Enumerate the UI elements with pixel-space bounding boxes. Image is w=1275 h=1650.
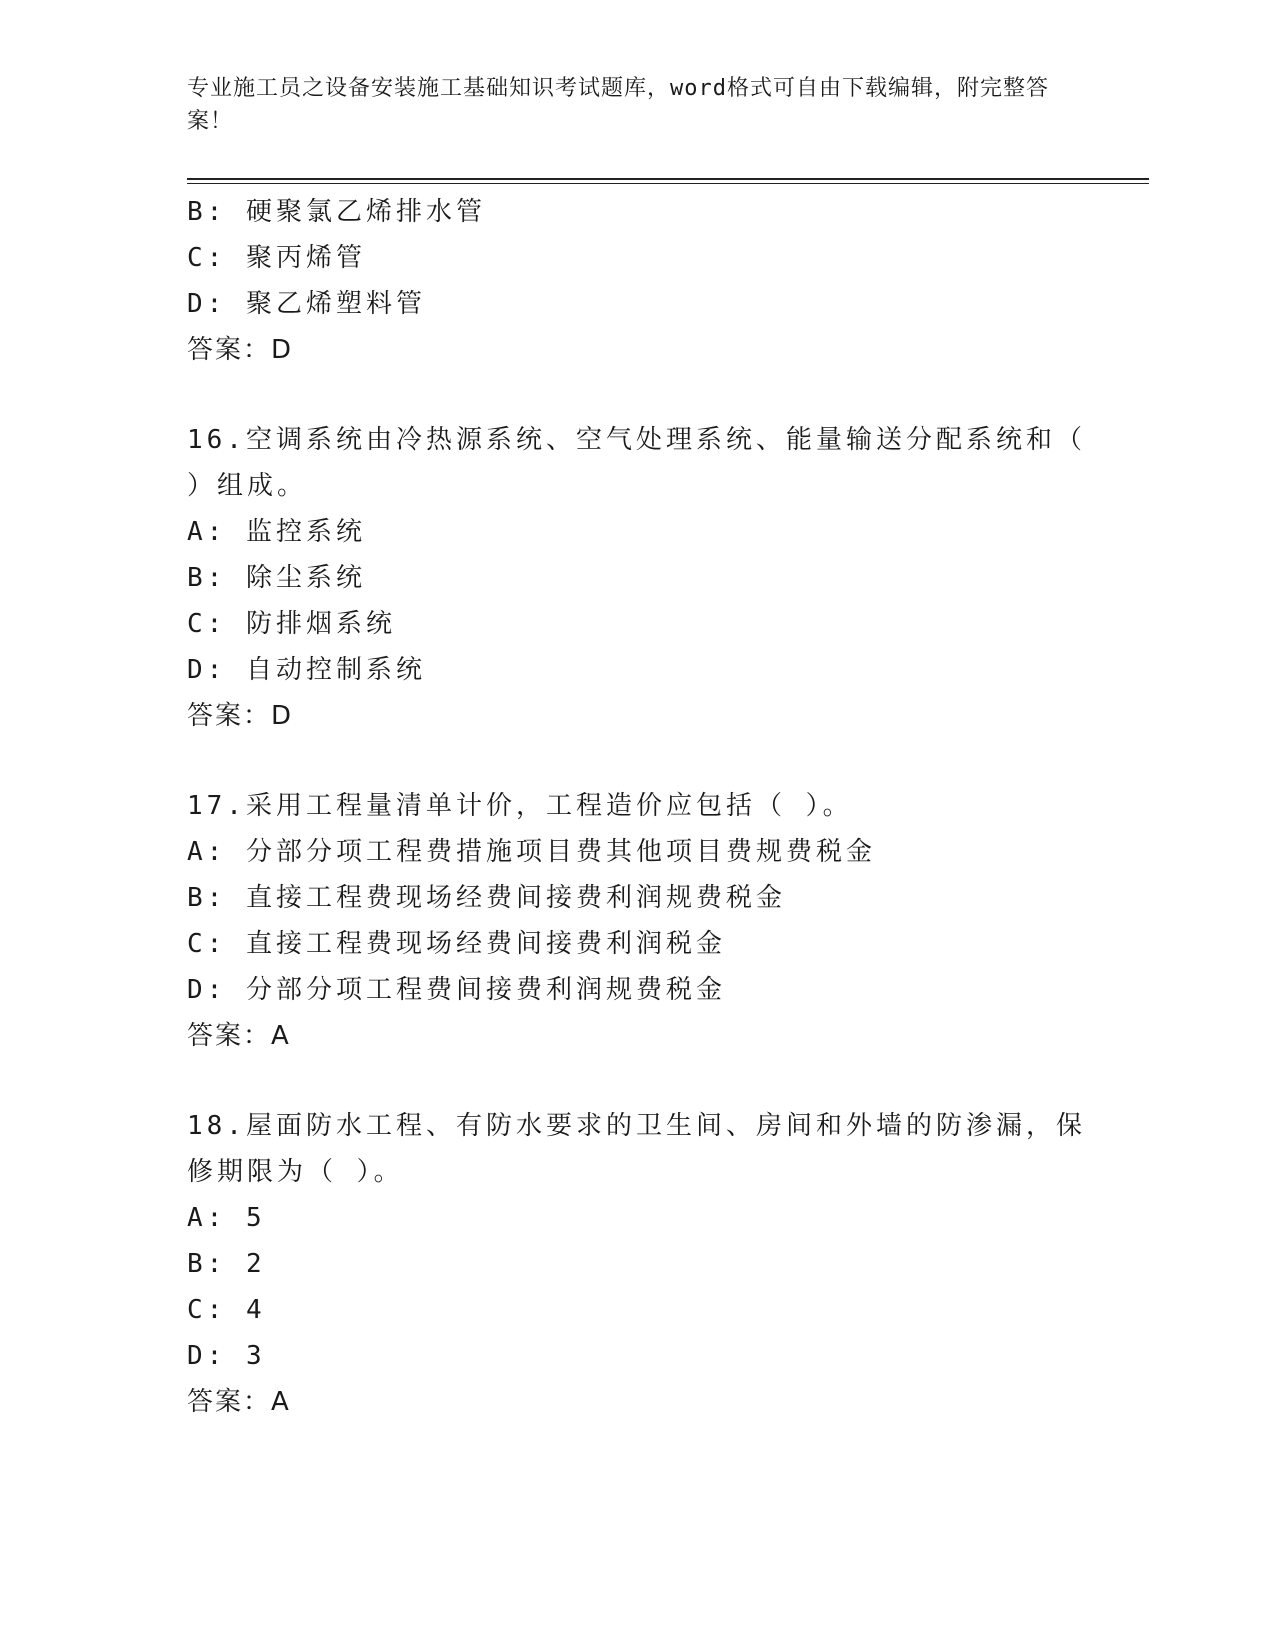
option-c: C: 防排烟系统 (187, 609, 396, 639)
header-rule-thin (187, 183, 1149, 184)
option-a: A: 5 (187, 1203, 266, 1233)
question-list (187, 189, 1087, 1425)
option-b: B: 硬聚氯乙烯排水管 (187, 197, 486, 227)
answer-line: 答案：A (187, 1021, 291, 1051)
answer-line: 答案：A (187, 1387, 291, 1417)
document-header: 专业施工员之设备安装施工基础知识考试题库，word格式可自由下载编辑，附完整答案！ (187, 76, 1049, 134)
option-b: B: 除尘系统 (187, 563, 366, 593)
option-b: B: 2 (187, 1249, 266, 1279)
question-stem: 16.空调系统由冷热源系统、空气处理系统、能量输送分配系统和（ ）组成。 (187, 425, 1086, 501)
answer-line: 答案：D (187, 701, 294, 731)
question-stem: 18.屋面防水工程、有防水要求的卫生间、房间和外墙的防渗漏，保修期限为（ ）。 (187, 1111, 1086, 1187)
partial-question (187, 189, 1087, 373)
question-stem: 17.采用工程量清单计价，工程造价应包括（ ）。 (187, 791, 853, 821)
option-d: D: 自动控制系统 (187, 655, 426, 685)
option-b: B: 直接工程费现场经费间接费利润规费税金 (187, 883, 786, 913)
spacer (187, 1059, 1087, 1103)
spacer (187, 373, 1087, 417)
header-rule-thick (187, 178, 1149, 180)
option-d: D: 3 (187, 1341, 266, 1371)
option-c: C: 聚丙烯管 (187, 243, 366, 273)
answer-line: 答案：D (187, 335, 294, 365)
spacer (187, 739, 1087, 783)
option-a: A: 分部分项工程费措施项目费其他项目费规费税金 (187, 837, 876, 867)
question-17 (187, 783, 1087, 1059)
question-16 (187, 417, 1087, 739)
option-d: D: 分部分项工程费间接费利润规费税金 (187, 975, 726, 1005)
option-c: C: 4 (187, 1295, 266, 1325)
option-c: C: 直接工程费现场经费间接费利润税金 (187, 929, 726, 959)
option-d: D: 聚乙烯塑料管 (187, 289, 426, 319)
question-18 (187, 1103, 1087, 1425)
option-a: A: 监控系统 (187, 517, 366, 547)
